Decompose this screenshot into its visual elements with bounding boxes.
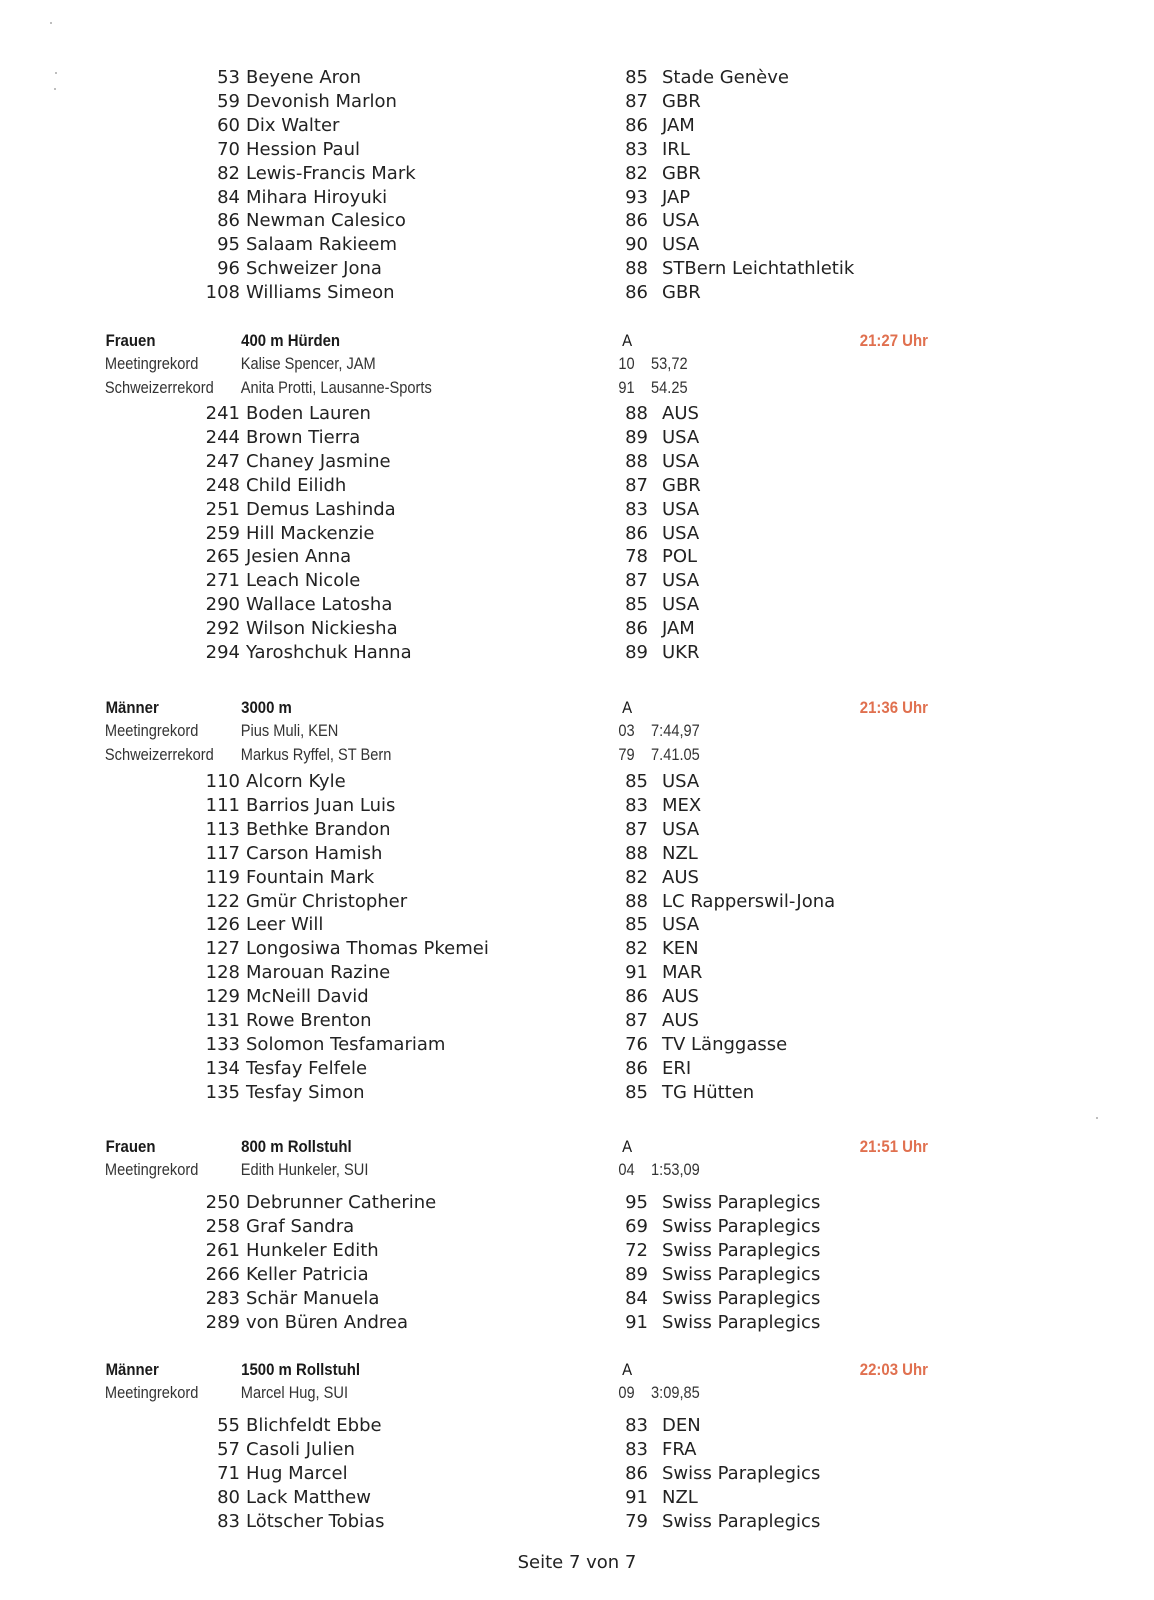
athlete-row [0,617,1154,641]
athlete-row [0,66,1154,90]
birth-year: 86 [625,114,648,136]
birth-year: 87 [625,90,648,112]
bib-number: 122 [205,890,240,912]
birth-year: 79 [625,1510,648,1532]
event-header [0,697,1016,719]
record-row [0,377,992,399]
club-country: Swiss Paraplegics [662,1311,821,1333]
athlete-name: Child Eilidh [246,474,347,496]
event-class: A [622,331,633,350]
event-gender: Männer [105,1360,159,1379]
birth-year: 85 [625,594,648,616]
athlete-name: Fountain Mark [246,866,375,888]
bib-number: 129 [205,986,240,1008]
birth-year: 85 [625,67,648,88]
athlete-row [0,90,1154,114]
athlete-row [0,498,1154,522]
bib-number: 133 [205,1033,240,1055]
birth-year: 78 [625,546,648,568]
club-country: Swiss Paraplegics [662,1287,821,1309]
birth-year: 86 [625,1057,648,1079]
record-row [0,1382,992,1404]
athlete-row [0,890,1154,914]
bib-number: 60 [217,114,240,136]
event-class: A [622,1360,633,1379]
record-label: Schweizerrekord [104,745,214,764]
birth-year: 95 [625,1192,648,1213]
club-country: IRL [662,138,690,160]
athlete-name: Casoli Julien [246,1438,355,1460]
athlete-name: Lack Matthew [246,1486,371,1508]
athlete-name: Hill Mackenzie [246,522,375,544]
club-country: UKR [662,642,700,663]
club-country: USA [662,771,700,792]
club-country: NZL [662,842,698,864]
birth-year: 86 [625,282,648,304]
club-country: Swiss Paraplegics [662,1263,821,1285]
athlete-name: Leach Nicole [246,570,361,592]
record-row [0,744,992,766]
event-gender: Männer [105,698,159,717]
bib-number: 248 [205,474,240,496]
record-performance: 54.25 [651,378,688,397]
event-start-time: 21:51 Uhr [859,1137,928,1156]
club-country: MEX [662,794,702,816]
club-country: ERI [662,1057,692,1079]
athlete-row [0,257,1154,281]
bib-number: 259 [205,522,240,544]
record-row [0,720,992,742]
club-country: TG Hütten [662,1081,755,1103]
birth-year: 91 [625,1486,648,1508]
club-country: USA [662,426,700,448]
birth-year: 76 [625,1033,648,1055]
club-country: STBern Leichtathletik [662,258,855,280]
bib-number: 86 [217,210,240,232]
athlete-row [0,1081,1154,1105]
club-country: AUS [662,866,699,888]
club-country: GBR [662,162,701,184]
athlete-row [0,162,1154,186]
athlete-name: Keller Patricia [246,1263,369,1285]
athlete-name: Wilson Nickiesha [246,618,398,640]
athlete-name: Jesien Anna [246,546,352,568]
birth-year: 69 [625,1215,648,1237]
athlete-row [0,209,1154,233]
club-country: JAM [662,114,695,136]
birth-year: 87 [625,474,648,496]
birth-year: 89 [625,426,648,448]
event-header [0,1359,1016,1381]
birth-year: 88 [625,258,648,280]
athlete-row [0,1462,1154,1486]
club-country: GBR [662,282,701,304]
club-country: Swiss Paraplegics [662,1510,821,1532]
athlete-row [0,1311,1154,1335]
bib-number: 119 [205,866,240,888]
club-country: TV Länggasse [662,1033,788,1055]
athlete-row [0,593,1154,617]
bib-number: 53 [217,67,240,88]
bib-number: 110 [205,771,240,792]
athlete-name: Newman Calesico [246,210,406,232]
record-year: 91 [618,378,635,397]
athlete-row [0,985,1154,1009]
athlete-row [0,1510,1154,1534]
athlete-row [0,961,1154,985]
bib-number: 247 [205,450,240,472]
record-row [0,353,992,375]
athlete-row [0,522,1154,546]
bib-number: 135 [205,1081,240,1103]
athlete-row [0,233,1154,257]
athlete-name: Schweizer Jona [246,258,382,280]
athlete-row [0,913,1154,937]
club-country: USA [662,570,700,592]
birth-year: 85 [625,1081,648,1103]
club-country: USA [662,450,700,472]
club-country: FRA [662,1438,697,1460]
bib-number: 294 [205,642,240,663]
club-country: USA [662,594,700,616]
record-performance: 7.41.05 [651,745,700,764]
birth-year: 83 [625,138,648,160]
birth-year: 91 [625,1311,648,1333]
athlete-name: Barrios Juan Luis [246,794,396,816]
athlete-row [0,545,1154,569]
record-performance: 1:53,09 [651,1160,700,1179]
event-start-time: 22:03 Uhr [859,1360,928,1379]
athlete-row [0,186,1154,210]
bib-number: 134 [205,1057,240,1079]
athlete-name: Hunkeler Edith [246,1239,379,1261]
event-gender: Frauen [105,331,156,350]
birth-year: 85 [625,771,648,792]
club-country: Swiss Paraplegics [662,1192,821,1213]
birth-year: 83 [625,794,648,816]
athlete-name: Debrunner Catherine [246,1192,437,1213]
bib-number: 117 [205,842,240,864]
athlete-name: Tesfay Felfele [246,1057,368,1079]
scan-mark [1096,1117,1098,1119]
club-country: USA [662,914,700,936]
birth-year: 88 [625,842,648,864]
record-label: Meetingrekord [104,721,199,740]
club-country: Swiss Paraplegics [662,1462,821,1484]
birth-year: 93 [625,186,648,208]
athlete-name: Gmür Christopher [246,890,408,912]
club-country: GBR [662,90,701,112]
record-performance: 53,72 [651,354,688,373]
birth-year: 86 [625,1462,648,1484]
club-country: LC Rapperswil-Jona [662,890,836,912]
club-country: USA [662,234,700,256]
birth-year: 88 [625,450,648,472]
athlete-row [0,426,1154,450]
birth-year: 86 [625,522,648,544]
athlete-row [0,842,1154,866]
record-year: 79 [618,745,635,764]
athlete-name: Schär Manuela [246,1287,380,1309]
birth-year: 89 [625,642,648,663]
record-label: Meetingrekord [104,1383,199,1402]
club-country: Swiss Paraplegics [662,1239,821,1261]
athlete-name: Bethke Brandon [246,818,391,840]
athlete-name: Brown Tierra [246,426,361,448]
birth-year: 87 [625,1010,648,1031]
birth-year: 88 [625,403,648,424]
bib-number: 59 [217,90,240,112]
bib-number: 271 [205,570,240,592]
club-country: USA [662,498,700,520]
bib-number: 266 [205,1263,240,1285]
athlete-name: Wallace Latosha [246,594,393,616]
record-holder: Pius Muli, KEN [240,721,339,740]
club-country: AUS [662,986,699,1008]
record-holder: Anita Protti, Lausanne-Sports [240,378,432,397]
athlete-name: Devonish Marlon [246,90,397,112]
bib-number: 113 [205,818,240,840]
athlete-row [0,866,1154,890]
bib-number: 131 [205,1010,240,1031]
athlete-row [0,474,1154,498]
record-label: Schweizerrekord [104,378,214,397]
athlete-row [0,402,1154,426]
record-label: Meetingrekord [104,1160,199,1179]
athlete-name: Marouan Razine [246,962,391,984]
event-header [0,1136,1016,1158]
record-year: 04 [618,1160,635,1179]
club-country: KEN [662,938,699,960]
bib-number: 261 [205,1239,240,1261]
athlete-row [0,794,1154,818]
event-discipline: 1500 m Rollstuhl [241,1360,361,1379]
athlete-name: von Büren Andrea [246,1311,409,1333]
record-row [0,1159,992,1181]
athlete-name: Mihara Hiroyuki [246,186,388,208]
event-start-time: 21:36 Uhr [859,698,928,717]
club-country: MAR [662,962,703,984]
bib-number: 111 [205,794,240,816]
club-country: POL [662,546,698,568]
club-country: GBR [662,474,701,496]
record-year: 09 [618,1383,635,1402]
athlete-name: Boden Lauren [246,403,371,424]
record-year: 10 [618,354,635,373]
athlete-row [0,1287,1154,1311]
athlete-row [0,1191,1154,1215]
athlete-row [0,1215,1154,1239]
club-country: USA [662,818,700,840]
athlete-name: Alcorn Kyle [246,771,346,792]
record-label: Meetingrekord [104,354,199,373]
bib-number: 82 [217,162,240,184]
club-country: AUS [662,1010,699,1031]
event-discipline: 800 m Rollstuhl [241,1137,352,1156]
athlete-name: Longosiwa Thomas Pkemei [246,938,489,960]
athlete-row [0,1057,1154,1081]
record-holder: Kalise Spencer, JAM [240,354,376,373]
record-holder: Marcel Hug, SUI [240,1383,349,1402]
birth-year: 91 [625,962,648,984]
bib-number: 95 [217,234,240,256]
athlete-name: Hession Paul [246,138,360,160]
club-country: USA [662,522,700,544]
club-country: JAM [662,618,695,640]
bib-number: 292 [205,618,240,640]
record-performance: 3:09,85 [651,1383,700,1402]
birth-year: 83 [625,1438,648,1460]
event-header [0,330,1016,352]
athlete-name: Yaroshchuk Hanna [246,642,412,663]
athlete-name: McNeill David [246,986,369,1008]
athlete-name: Chaney Jasmine [246,450,391,472]
athlete-name: Lewis-Francis Mark [246,162,416,184]
athlete-name: Hug Marcel [246,1462,348,1484]
bib-number: 57 [217,1438,240,1460]
birth-year: 72 [625,1239,648,1261]
birth-year: 82 [625,162,648,184]
athlete-name: Demus Lashinda [246,498,396,520]
athlete-name: Salaam Rakieem [246,234,398,256]
bib-number: 108 [205,282,240,304]
athlete-row [0,1009,1154,1033]
club-country: NZL [662,1486,698,1508]
birth-year: 85 [625,914,648,936]
bib-number: 71 [217,1462,240,1484]
athlete-row [0,1239,1154,1263]
club-country: USA [662,210,700,232]
athlete-row [0,770,1154,794]
bib-number: 55 [217,1415,240,1436]
athlete-row [0,450,1154,474]
club-country: DEN [662,1415,701,1436]
bib-number: 250 [205,1192,240,1213]
athlete-name: Lötscher Tobias [246,1510,385,1532]
record-holder: Edith Hunkeler, SUI [240,1160,369,1179]
athlete-name: Beyene Aron [246,67,362,88]
birth-year: 86 [625,618,648,640]
event-start-time: 21:27 Uhr [859,331,928,350]
birth-year: 84 [625,1287,648,1309]
birth-year: 90 [625,234,648,256]
birth-year: 87 [625,818,648,840]
scan-mark [50,22,52,24]
record-performance: 7:44,97 [651,721,700,740]
bib-number: 83 [217,1510,240,1532]
birth-year: 87 [625,570,648,592]
page-footer: Seite 7 von 7 [517,1552,637,1573]
bib-number: 289 [205,1311,240,1333]
athlete-name: Williams Simeon [246,282,395,304]
event-class: A [622,698,633,717]
birth-year: 83 [625,498,648,520]
athlete-row [0,641,1154,665]
bib-number: 96 [217,258,240,280]
birth-year: 86 [625,210,648,232]
event-discipline: 3000 m [241,698,292,717]
bib-number: 127 [205,938,240,960]
record-holder: Markus Ryffel, ST Bern [240,745,392,764]
athlete-row [0,937,1154,961]
athlete-row [0,1438,1154,1462]
birth-year: 89 [625,1263,648,1285]
club-country: AUS [662,403,699,424]
bib-number: 244 [205,426,240,448]
athlete-row [0,1263,1154,1287]
birth-year: 86 [625,986,648,1008]
bib-number: 258 [205,1215,240,1237]
birth-year: 82 [625,938,648,960]
athlete-row [0,1033,1154,1057]
bib-number: 70 [217,138,240,160]
athlete-row [0,569,1154,593]
bib-number: 126 [205,914,240,936]
athlete-row [0,1414,1154,1438]
bib-number: 241 [205,403,240,424]
birth-year: 83 [625,1415,648,1436]
athlete-row [0,1486,1154,1510]
athlete-name: Blichfeldt Ebbe [246,1415,382,1436]
birth-year: 88 [625,890,648,912]
event-gender: Frauen [105,1137,156,1156]
event-discipline: 400 m Hürden [241,331,341,350]
record-year: 03 [618,721,635,740]
athlete-row [0,138,1154,162]
athlete-name: Carson Hamish [246,842,383,864]
bib-number: 265 [205,546,240,568]
athlete-row [0,818,1154,842]
birth-year: 82 [625,866,648,888]
club-country: JAP [662,186,691,208]
athlete-name: Solomon Tesfamariam [246,1033,446,1055]
bib-number: 80 [217,1486,240,1508]
athlete-name: Leer Will [246,914,324,936]
bib-number: 84 [217,186,240,208]
athlete-row [0,114,1154,138]
bib-number: 290 [205,594,240,616]
athlete-row [0,281,1154,305]
club-country: Stade Genève [662,67,789,88]
event-class: A [622,1137,633,1156]
athlete-name: Dix Walter [246,114,340,136]
athlete-name: Graf Sandra [246,1215,355,1237]
athlete-name: Rowe Brenton [246,1010,372,1031]
club-country: Swiss Paraplegics [662,1215,821,1237]
bib-number: 251 [205,498,240,520]
bib-number: 128 [205,962,240,984]
athlete-name: Tesfay Simon [246,1081,365,1103]
bib-number: 283 [205,1287,240,1309]
